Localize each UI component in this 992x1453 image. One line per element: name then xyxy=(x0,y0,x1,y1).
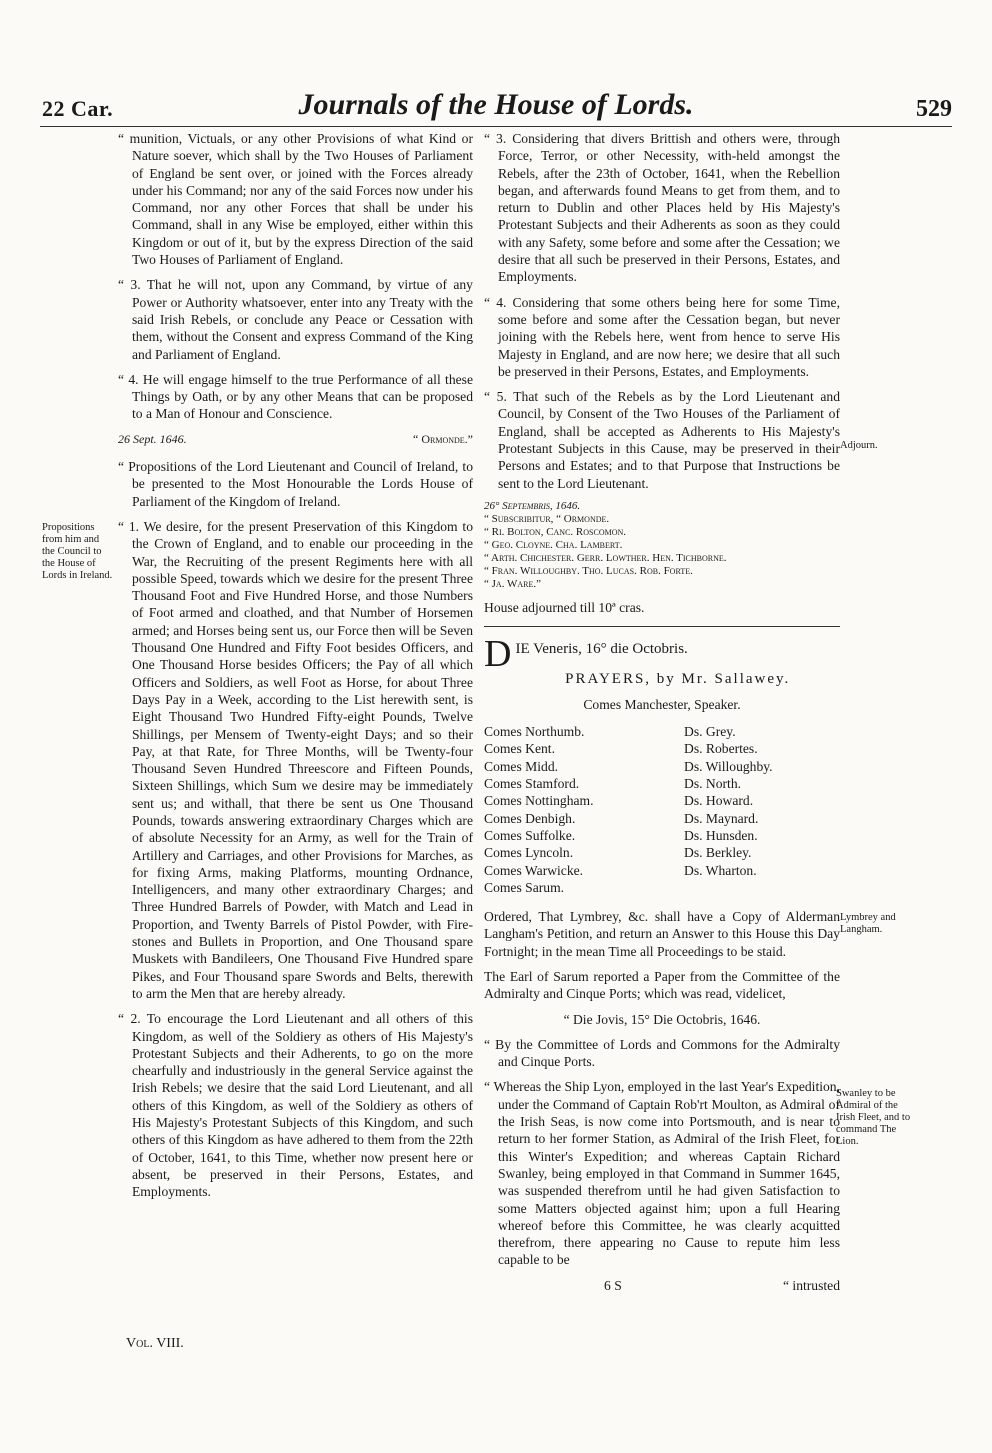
paragraph: “ Propositions of the Lord Lieutenant and Council of Ireland, to be presented to the Most Honourable the Lords House of Parliament of the Kingdom of Ireland. xyxy=(118,458,473,510)
subscription-line: “ Fran. Willoughby. Tho. Lucas. Rob. Forte. xyxy=(484,564,693,577)
lord-name: Ds. Howard. xyxy=(684,793,754,809)
lord-name: Comes Midd. xyxy=(484,758,559,774)
lord-name: Comes Lyncoln. xyxy=(484,845,574,861)
lord-name: Ds. Maynard. xyxy=(684,810,759,826)
lord-name: Comes Northumb. xyxy=(484,724,585,740)
paragraph: “ 4. He will engage himself to the true Performance of all these Things by Oath, or by any other Means that can be proposed to a Man of Honour and Conscience. xyxy=(118,371,473,423)
catchword: “ intrusted xyxy=(782,1277,840,1293)
adjourned-line: House adjourned till 10ª cras. xyxy=(484,599,645,615)
paragraph: Ordered, That Lymbrey, &c. shall have a Copy of Alderman Langham's Petition, and return an Answer to this House this Day Fortnight; in the mean Time all Proceedings to be staid. xyxy=(484,909,840,959)
signature-line xyxy=(118,431,473,448)
subscriptions xyxy=(484,500,840,591)
signature-mark: 6 S xyxy=(604,1277,622,1293)
margin-note: Adjourn. xyxy=(840,440,878,451)
header-rule xyxy=(40,126,952,127)
paragraph: “ 1. We desire, for the present Preservation of this Kingdom to the Crown of England, and to enable our proceeding in the War, the Recruiting of the present Regiments here with all possible Speed, towards which we desire for the present Three Thousand Foot and Five Hundred Horse, and those Numbers of Foot armed and cloathed, and that Number of Horsemen armed; and Horses being sent us, our Force then will be Seven Thousand One Hundred and Fifty Foot besides Officers, and One Thousand Horse besides Officers; the Pay of all which Officers and Soldiers, as well Foot as Horse, for about Three Days Pay in a Week, according to the List herewith sent, is Eight Thousand Two Hundred Fifty-eight Pounds, Twelve Shillings, per Mensem of Twenty-eight Days; and so their Pay, at that Rate, for Three Months, will be Twenty-four Thousand Seven Hundred Threescore and Fifteen Pounds, Sixteen Shillings, which Sum we desire may be immediately sent us; and withall, that there be sent us One Thousand Pounds, towards answering extraordinary Charges which are of absolute Necessity for an Army, as well for the Train of Artillery and Carriages, and other Provisions for Marches, as for fixing Arms, making Platforms, mounting Ordnance, Intelligencers, and many other extraordinary Charges; and Three Hundred Barrels of Powder, with Match and Lead in Proportion, and Twenty Barrels of Pistol Powder, with Fire-stones and Bullets in Proportion, and One Thousand spare Muskets with Bandileers, One Thousand Five Hundred spare Pikes, and Four Thousand spare Swords and Belts, therewith to arm the Men that are hereby already. xyxy=(118,518,473,1002)
paragraph: The Earl of Sarum reported a Paper from the Committee of the Admiralty and Cinque Ports; which was read, videlicet, xyxy=(484,968,840,1002)
volume-footer: Vol. VIII. xyxy=(126,1336,184,1351)
subscription-line: “ Arth. Chichester. Gerr. Lowther. Hen. Tichborne. xyxy=(484,551,727,564)
lords-earls xyxy=(484,723,684,896)
paragraph: “ Die Jovis, 15° Die Octobris, 1646. xyxy=(563,1011,761,1027)
dateline-text: IE Veneris, 16° die Octobris. xyxy=(515,641,688,658)
left-column xyxy=(118,130,473,1209)
section-divider xyxy=(484,626,840,627)
lord-name: Comes Kent. xyxy=(484,741,555,757)
margin-note: Swanley to be Admiral of the Irish Fleet, and to command The Lion. xyxy=(836,1088,911,1147)
paragraph: “ 5. That such of the Rebels as by the Lord Lieutenant and Council, by Consent of the Two Houses of the Parliament of England, shall be accepted as Adherents to His Majesty's Protestant Subjects in this Cause, may be preserved in their Persons and Estates; and to that Purpose that Instructions be sent to the Lord Lieutenant. xyxy=(484,388,840,492)
prayers-line: PRAYERS, by Mr. Sallawey. xyxy=(565,670,791,687)
catchword-line xyxy=(484,1277,840,1294)
subscription-line: “ Subscribitur, “ Ormonde. xyxy=(484,512,610,525)
lord-name: Ds. Berkley. xyxy=(684,845,752,861)
signature-date: 26 Sept. 1646. xyxy=(118,431,187,446)
paragraph: “ Whereas the Ship Lyon, employed in the last Year's Expedition, under the Command of Captain Rob'rt Moulton, as Admiral of the Irish Seas, is now come into Portsmouth, and is near to return to her former Station, as Admiral of the Irish Fleet, for this Winter's Expedition; and whereas Captain Richard Swanley, being employed in that Command in Summer 1645, was suspended therefrom until he had given Satisfaction to some Matters objected against him; upon a full Hearing whereof before this Committee, he was clearly acquitted therefrom, there appearing no Cause to repute him less capable to be xyxy=(484,1078,840,1268)
subscription-line: “ Ja. Ware.” xyxy=(484,577,542,590)
lord-name: Ds. Willoughby. xyxy=(684,758,773,774)
lord-name: Comes Stamford. xyxy=(484,776,580,792)
lord-name: Ds. North. xyxy=(684,776,742,792)
paragraph: “ 2. To encourage the Lord Lieutenant and all others of this Kingdom, as well of the Soldiery as others of His Majesty's Protestant Subjects and their Adherents, to go on the more chearfully and industriously in the general Service against the Irish Rebels; we desire that the said Lord Lieutenant, and all others of this Kingdom, as well of the Soldiery as others of His Majesty's Protestant Subjects of this Kingdom, and such others of this Kingdom as have adhered to them from the 22th of October, 1641, to this Time, whether now present here or absent, be preserved in their Persons, Estates, and Employments. xyxy=(118,1010,473,1200)
lords-present xyxy=(484,723,840,896)
subscription-line: “ Ri. Bolton, Canc. Roscomon. xyxy=(484,525,627,538)
paragraph: “ 4. Considering that some others being here for some Time, some before and some after the Cessation began, but never joining with the Rebels here, went from hence to serve His Majesty in England, and are now here; we desire that all such be preserved in their Persons, Estates, and Employments. xyxy=(484,294,840,380)
drop-cap: D xyxy=(484,633,512,676)
paragraph: “ 3. Considering that divers Brittish and others were, through Force, Terror, or other Necessity, with-held amongst the Rebels, after the 23th of October, 1641, when the Rebellion began, and afterwards found Means to get from them, and to return to Dublin and other Places held by His Majesty's Protestant Subjects and their Adherents as soon as they could with any Safety, some before and some after the Cessation; we desire that all such be preserved in their Persons, Estates, and Employments. xyxy=(484,130,840,286)
lord-name: Comes Sarum. xyxy=(484,879,565,895)
dateline xyxy=(484,633,840,676)
signature-name: “ Ormonde.” xyxy=(413,431,473,446)
lord-name: Comes Suffolke. xyxy=(484,827,576,843)
paragraph: “ munition, Victuals, or any other Provisions of what Kind or Nature soever, which shall by the Two Houses of Parliament of England be sent over, or joined with the Forces already under his Command; nor any of the said Forces now under his Command, nor any other Forces that shall be under his Command, shall in any Wise be employed, either within this Kingdom or out of it, but by the express Direction of the said Two Houses of Parliament of England. xyxy=(118,130,473,268)
lord-name: Ds. Grey. xyxy=(684,724,736,740)
lords-barons xyxy=(684,723,834,896)
lord-name: Ds. Robertes. xyxy=(684,741,758,757)
running-head-left: 22 Car. xyxy=(42,96,114,121)
lord-name: Ds. Hunsden. xyxy=(684,827,758,843)
lord-name: Comes Warwicke. xyxy=(484,862,584,878)
margin-note: Propositions from him and the Council to the House of Lords in Ireland. xyxy=(42,522,113,581)
lord-name: Comes Nottingham. xyxy=(484,793,594,809)
lord-name: Comes Denbigh. xyxy=(484,810,576,826)
paragraph: “ By the Committee of Lords and Commons for the Admiralty and Cinque Ports. xyxy=(484,1036,840,1071)
subscription-line: “ Geo. Cloyne. Cha. Lambert. xyxy=(484,538,623,551)
lord-name: Ds. Wharton. xyxy=(684,862,757,878)
paragraph: “ 3. That he will not, upon any Command, by virtue of any Power or Authority whatsoever, enter into any Treaty with the said Irish Rebels, or conclude any Peace or Cessation with them, without the Consent and express Command of the King and Parliament of England. xyxy=(118,276,473,362)
subscription-date: 26° Septembris, 1646. xyxy=(484,499,581,512)
speaker-line: Comes Manchester, Speaker. xyxy=(583,696,741,712)
page-title: Journals of the House of Lords. xyxy=(298,88,694,121)
page-number: 529 xyxy=(916,96,952,122)
margin-note: Lymbrey and Langham. xyxy=(840,912,896,935)
right-column xyxy=(484,130,840,1294)
